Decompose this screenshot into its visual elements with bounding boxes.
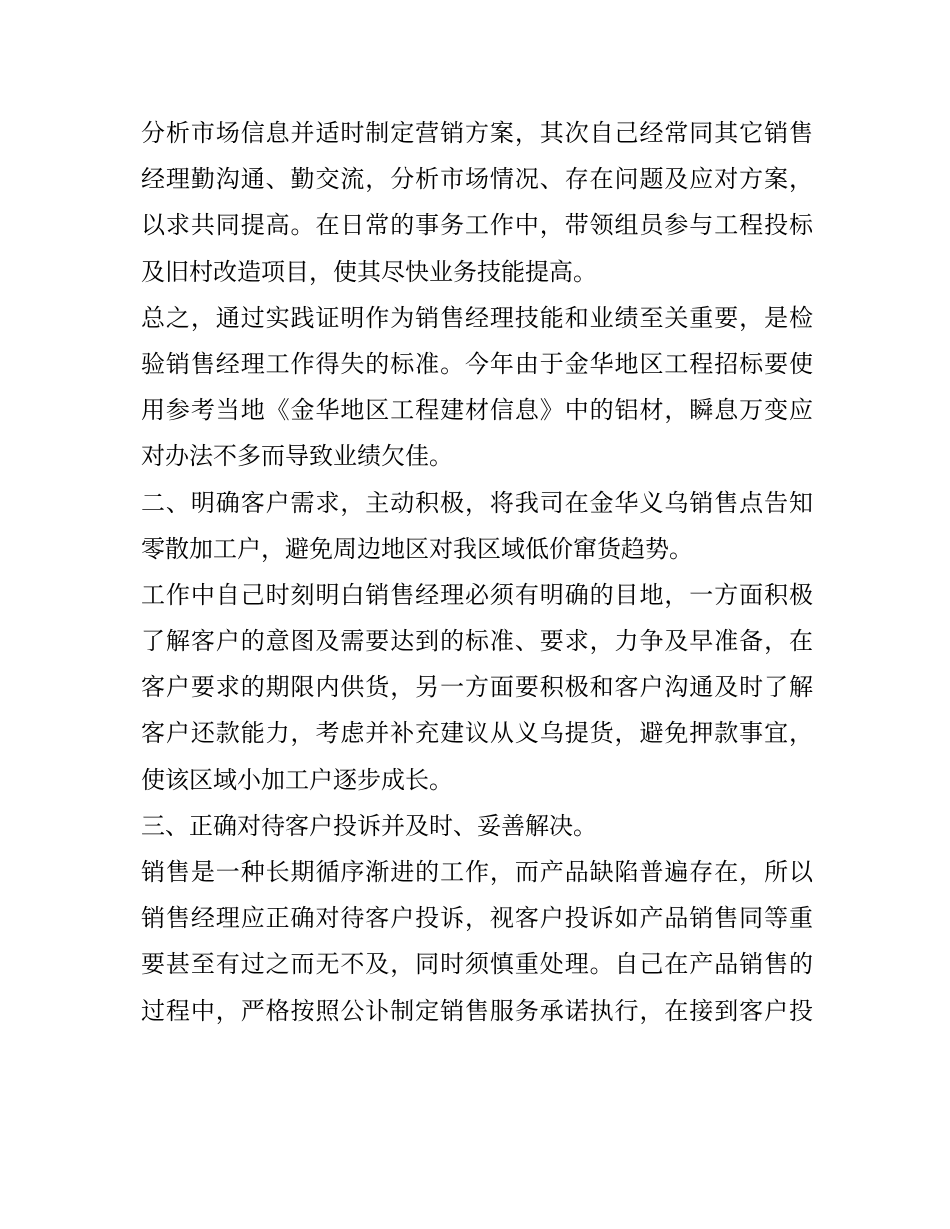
text-line: 以求共同提高。在日常的事务工作中，带领组员参与工程投标 (141, 211, 813, 240)
text-line: 对办法不多而导致业绩欠佳。 (141, 442, 453, 471)
text-line: 要甚至有过之而无不及，同时须慎重处理。自己在产品销售的 (141, 950, 813, 979)
text-line: 工作中自己时刻明白销售经理必须有明确的目地，一方面积极 (141, 580, 813, 609)
text-line: 零散加工户，避免周边地区对我区域低价窜货趋势。 (141, 534, 693, 563)
text-line: 了解客户的意图及需要达到的标准、要求，力争及早准备，在 (141, 627, 813, 656)
text-line: 分析市场信息并适时制定营销方案，其次自己经常同其它销售 (141, 119, 813, 147)
text-line: 二、明确客户需求，主动积极，将我司在金华义乌销售点告知 (141, 488, 813, 517)
text-line: 客户还款能力，考虑并补充建议从义乌提货，避免押款事宜， (141, 719, 813, 748)
paragraph-customer-needs (141, 572, 813, 803)
paragraph-sales-plan (141, 110, 813, 295)
paragraph-complaints (141, 849, 813, 1034)
document-body (141, 110, 813, 1034)
text-line: 总之，通过实践证明作为销售经理技能和业绩至关重要，是检 (141, 303, 813, 332)
heading-section-3 (141, 803, 813, 849)
text-line: 销售经理应正确对待客户投诉，视客户投诉如产品销售同等重 (141, 904, 813, 933)
text-line: 用参考当地《金华地区工程建材信息》中的铝材，瞬息万变应 (141, 396, 813, 425)
paragraph-summary (141, 295, 813, 480)
text-line: 过程中，严格按照公讣制定销售服务承诺执行，在接到客户投 (141, 996, 813, 1025)
text-line: 及旧村改造项目，使其尽快业务技能提高。 (141, 257, 597, 286)
text-line: 三、正确对待客户投诉并及时、妥善解决。 (141, 811, 597, 840)
text-line: 使该区域小加工户逐步成长。 (141, 765, 453, 794)
text-line: 验销售经理工作得失的标准。今年由于金华地区工程招标要使 (141, 349, 813, 378)
text-line: 经理勤沟通、勤交流，分析市场情况、存在问题及应对方案， (141, 165, 813, 194)
text-line: 销售是一种长期循序渐进的工作，而产品缺陷普遍存在，所以 (141, 858, 813, 886)
heading-section-2 (141, 480, 813, 572)
text-line: 客户要求的期限内供货，另一方面要积极和客户沟通及时了解 (141, 673, 813, 702)
